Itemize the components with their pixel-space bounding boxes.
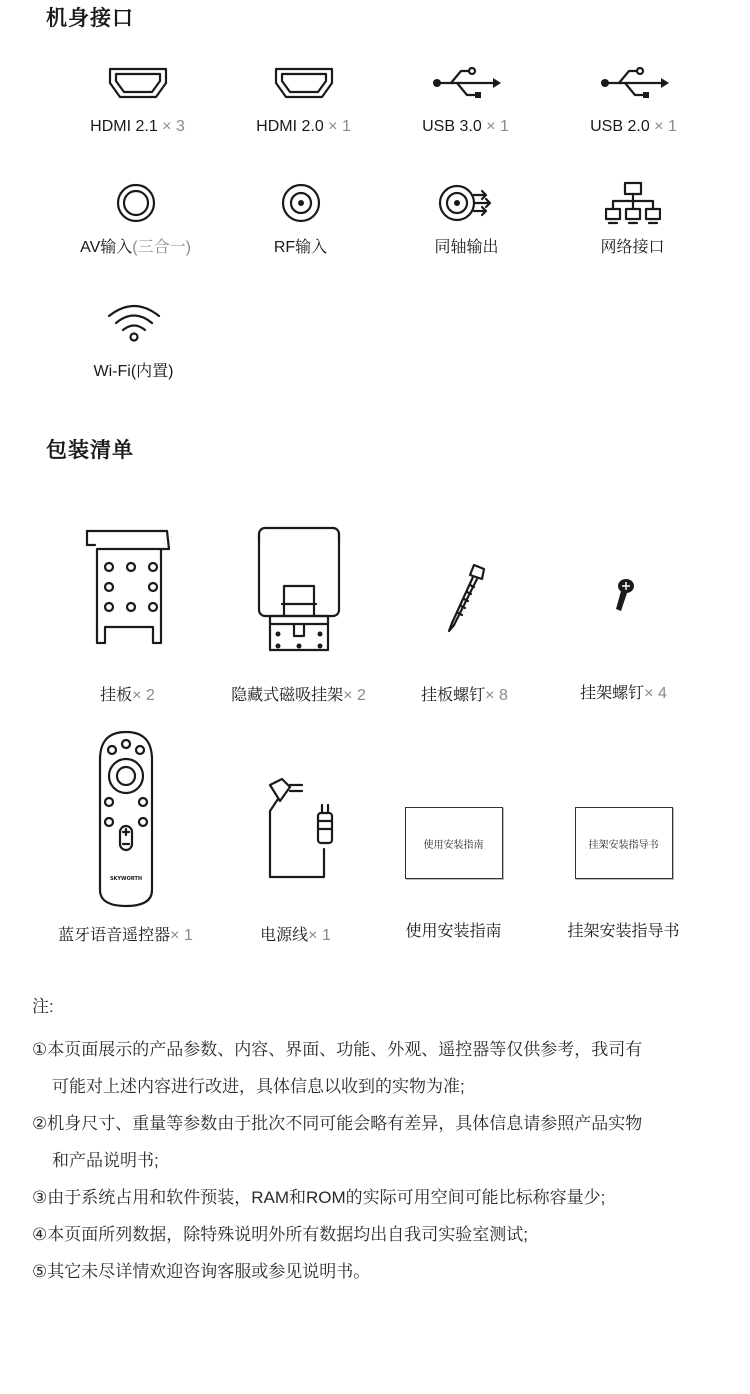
port-extra: (三合一) — [132, 239, 191, 256]
hdmi-icon — [210, 64, 397, 102]
port-qty: × 3 — [162, 118, 185, 135]
usb-icon — [372, 64, 559, 102]
manual-icon — [405, 807, 503, 879]
port-av-input — [42, 182, 229, 257]
port-name: AV输入 — [80, 239, 133, 256]
coaxial-output-icon — [373, 182, 560, 224]
port-qty: × 1 — [328, 118, 351, 135]
ports-section-title: 机身接口 — [46, 7, 134, 30]
port-name: HDMI 2.1 — [90, 118, 158, 135]
remote-control-icon — [32, 730, 219, 908]
network-icon — [539, 182, 726, 224]
package-magnetic-bracket — [205, 524, 392, 705]
port-usb-30 — [372, 64, 559, 136]
port-name: Wi-Fi(内置) — [93, 363, 174, 380]
port-usb-20 — [540, 64, 727, 136]
package-item-qty: × 8 — [485, 687, 508, 704]
package-user-manual — [360, 806, 547, 941]
package-item-name: 挂板螺钉 — [421, 687, 486, 704]
port-qty: × 1 — [486, 118, 509, 135]
port-name: USB 2.0 — [590, 118, 650, 135]
port-hdmi-20 — [210, 64, 397, 136]
manual-icon — [575, 807, 673, 879]
usb-icon — [540, 64, 727, 102]
package-item-qty: × 2 — [343, 687, 366, 704]
manual-cover-text: 挂架安装指导书 — [588, 839, 659, 851]
port-name: RF输入 — [273, 239, 328, 256]
note-line: ⑤其它未尽详情欢迎咨询客服或参见说明书。 — [32, 1262, 371, 1281]
notes-section — [32, 992, 737, 1290]
port-coaxial-output — [373, 182, 560, 257]
package-item-name: 蓝牙语音遥控器 — [58, 927, 171, 944]
note-line-continued: 可能对上述内容进行改进，具体信息以收到的实物为准; — [52, 1077, 465, 1096]
port-wifi — [40, 304, 227, 381]
note-line: ④本页面所列数据，除特殊说明外所有数据均出自我司实验室测试; — [32, 1225, 528, 1244]
port-name: HDMI 2.0 — [256, 118, 324, 135]
package-item-qty: × 1 — [170, 927, 193, 944]
av-input-icon — [42, 182, 229, 224]
note-item — [32, 1216, 737, 1253]
magnetic-bracket-icon — [205, 524, 392, 654]
port-hdmi-21 — [44, 64, 231, 136]
package-bracket-manual — [530, 806, 717, 941]
package-section-title: 包装清单 — [46, 439, 134, 462]
note-line: ②机身尺寸、重量等参数由于批次不同可能会略有差异，具体信息请参照产品实物 — [32, 1114, 643, 1133]
rf-input-icon — [207, 182, 394, 224]
note-item — [32, 1105, 737, 1179]
remote-brand-text: SKYWORTH — [109, 876, 142, 882]
bracket-screw-icon — [530, 576, 717, 616]
package-item-name: 使用安装指南 — [405, 923, 502, 940]
package-bracket-screw — [530, 576, 717, 703]
wall-plate-icon — [34, 528, 221, 646]
package-item-qty: × 2 — [132, 687, 155, 704]
note-line: ③由于系统占用和软件预装，RAM和ROM的实际可用空间可能比标称容量少; — [32, 1188, 606, 1207]
package-wall-plate — [34, 528, 221, 705]
package-item-name: 电源线 — [260, 927, 309, 944]
manual-cover-text: 使用安装指南 — [423, 839, 484, 851]
note-line: ①本页面展示的产品参数、内容、界面、功能、外观、遥控器等仅供参考，我司有 — [32, 1040, 643, 1059]
port-name: USB 3.0 — [422, 118, 482, 135]
package-remote-control — [32, 730, 219, 945]
wifi-icon — [40, 304, 227, 344]
notes-heading: 注: — [32, 997, 54, 1016]
package-item-name: 挂架螺钉 — [580, 685, 645, 702]
package-item-name: 挂板 — [100, 687, 133, 704]
note-item — [32, 1179, 737, 1216]
port-qty: × 1 — [654, 118, 677, 135]
hdmi-icon — [44, 64, 231, 102]
note-line-continued: 和产品说明书; — [52, 1151, 159, 1170]
package-item-name: 隐藏式磁吸挂架 — [231, 687, 344, 704]
package-item-qty: × 4 — [644, 685, 667, 702]
package-item-qty: × 1 — [308, 927, 331, 944]
note-item — [32, 1253, 737, 1290]
port-name: 网络接口 — [600, 239, 665, 256]
note-item — [32, 1031, 737, 1105]
package-item-name: 挂架安装指导书 — [567, 923, 680, 940]
port-network — [539, 182, 726, 257]
port-name: 同轴输出 — [434, 239, 499, 256]
port-rf-input — [207, 182, 394, 257]
